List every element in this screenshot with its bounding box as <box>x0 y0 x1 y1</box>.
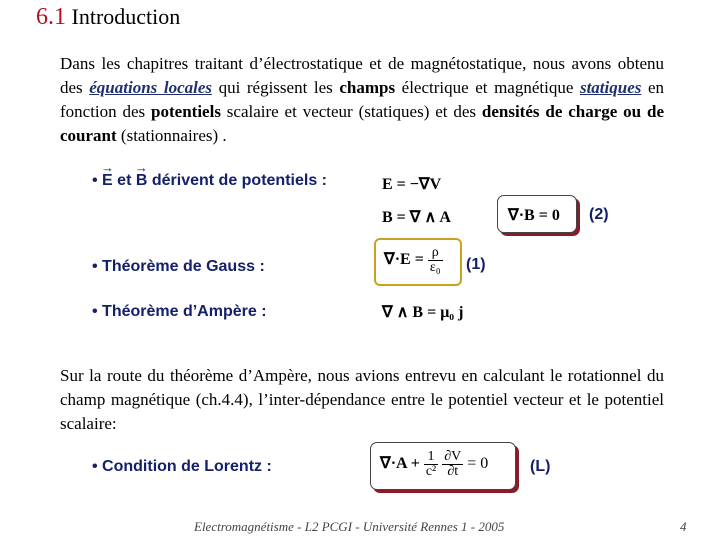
intro-text-1: Dans les chapitres traitant d’électrostatique et de magnétostatique, nous avons obtenu des <box>60 54 664 97</box>
intro-emph-statiques: statiques <box>579 78 642 97</box>
intro-text-5: scalaire et vecteur (statiques) et des <box>220 102 482 121</box>
intro-text-3: électrique et magnétique <box>395 78 580 97</box>
gauss-fraction <box>428 246 443 275</box>
lorentz-num1: 1 <box>424 450 438 465</box>
section-heading <box>36 4 180 31</box>
lorentz-den1: c² <box>425 464 437 479</box>
section-title: Introduction <box>71 4 181 29</box>
section-number: 6.1 <box>36 4 66 30</box>
intro-paragraph <box>60 52 664 148</box>
equation-lorentz <box>380 450 488 479</box>
intro-text-2: qui régissent les <box>212 78 340 97</box>
vector-e-label: → E <box>102 172 113 190</box>
bullet-potentials <box>92 172 327 190</box>
equation-e-grad <box>382 174 441 194</box>
intro-bold-potentiels: potentiels <box>151 102 221 121</box>
equation-ampere <box>382 302 463 322</box>
bullet-lorentz: • Condition de Lorentz : <box>92 458 272 475</box>
intro-bold-champs: champs <box>339 78 396 97</box>
tag-1: (1) <box>466 256 486 273</box>
bullet-gauss: • Théorème de Gauss : <box>92 258 265 275</box>
equation-b-curl <box>382 207 451 227</box>
gauss-lhs: ∇·E = <box>384 251 424 269</box>
equation-gauss <box>384 246 443 275</box>
lorentz-rhs: = 0 <box>467 455 489 473</box>
gauss-denominator: ε₀ <box>429 260 441 275</box>
bullet-dot: • <box>92 172 103 189</box>
bullet-potentials-text: dérivent de potentiels : <box>147 172 327 189</box>
lorentz-num2: ∂V <box>444 449 462 464</box>
equation-div-b <box>508 205 560 225</box>
lorentz-fraction-2 <box>442 450 463 479</box>
page-number: 4 <box>680 519 687 534</box>
bullet-ampere: • Théorème d’Ampère : <box>92 303 267 320</box>
bullet-conj: et <box>112 172 136 189</box>
intro-bold-densites: densités de charge ou de courant <box>60 102 664 145</box>
lorentz-lhs: ∇·A + <box>380 455 420 473</box>
intro-text-4: en fonction des <box>60 78 664 121</box>
gauss-numerator: ρ <box>428 246 443 261</box>
footer-text: Electromagnétisme - L2 PCGI - Université Rennes 1 - 2005 <box>194 519 505 534</box>
tag-2: (2) <box>589 206 609 223</box>
lorentz-fraction-1 <box>424 450 438 479</box>
intro-text-6: (stationnaires) . <box>116 126 227 145</box>
tag-L: (L) <box>530 458 551 475</box>
lorentz-den2: ∂t <box>447 464 459 479</box>
equation-div-b-text: ∇·B = 0 <box>508 207 560 224</box>
equation-b-curl-text: B = ∇ ∧ A <box>382 209 451 226</box>
intro-emph-local-equations: équations locales <box>89 78 212 97</box>
equation-ampere-text: ∇ ∧ B = μ₀ j <box>382 304 464 321</box>
vector-b-label: → B <box>136 172 148 190</box>
equation-e-grad-text: E = −∇V <box>382 176 442 193</box>
route-paragraph: Sur la route du théorème d’Ampère, nous avions entrevu en calculant le rotationnel du champ magnétique (ch.4.4), l’inter-dépendance entre le potentiel vecteur et le potentiel scalaire: <box>60 366 664 433</box>
